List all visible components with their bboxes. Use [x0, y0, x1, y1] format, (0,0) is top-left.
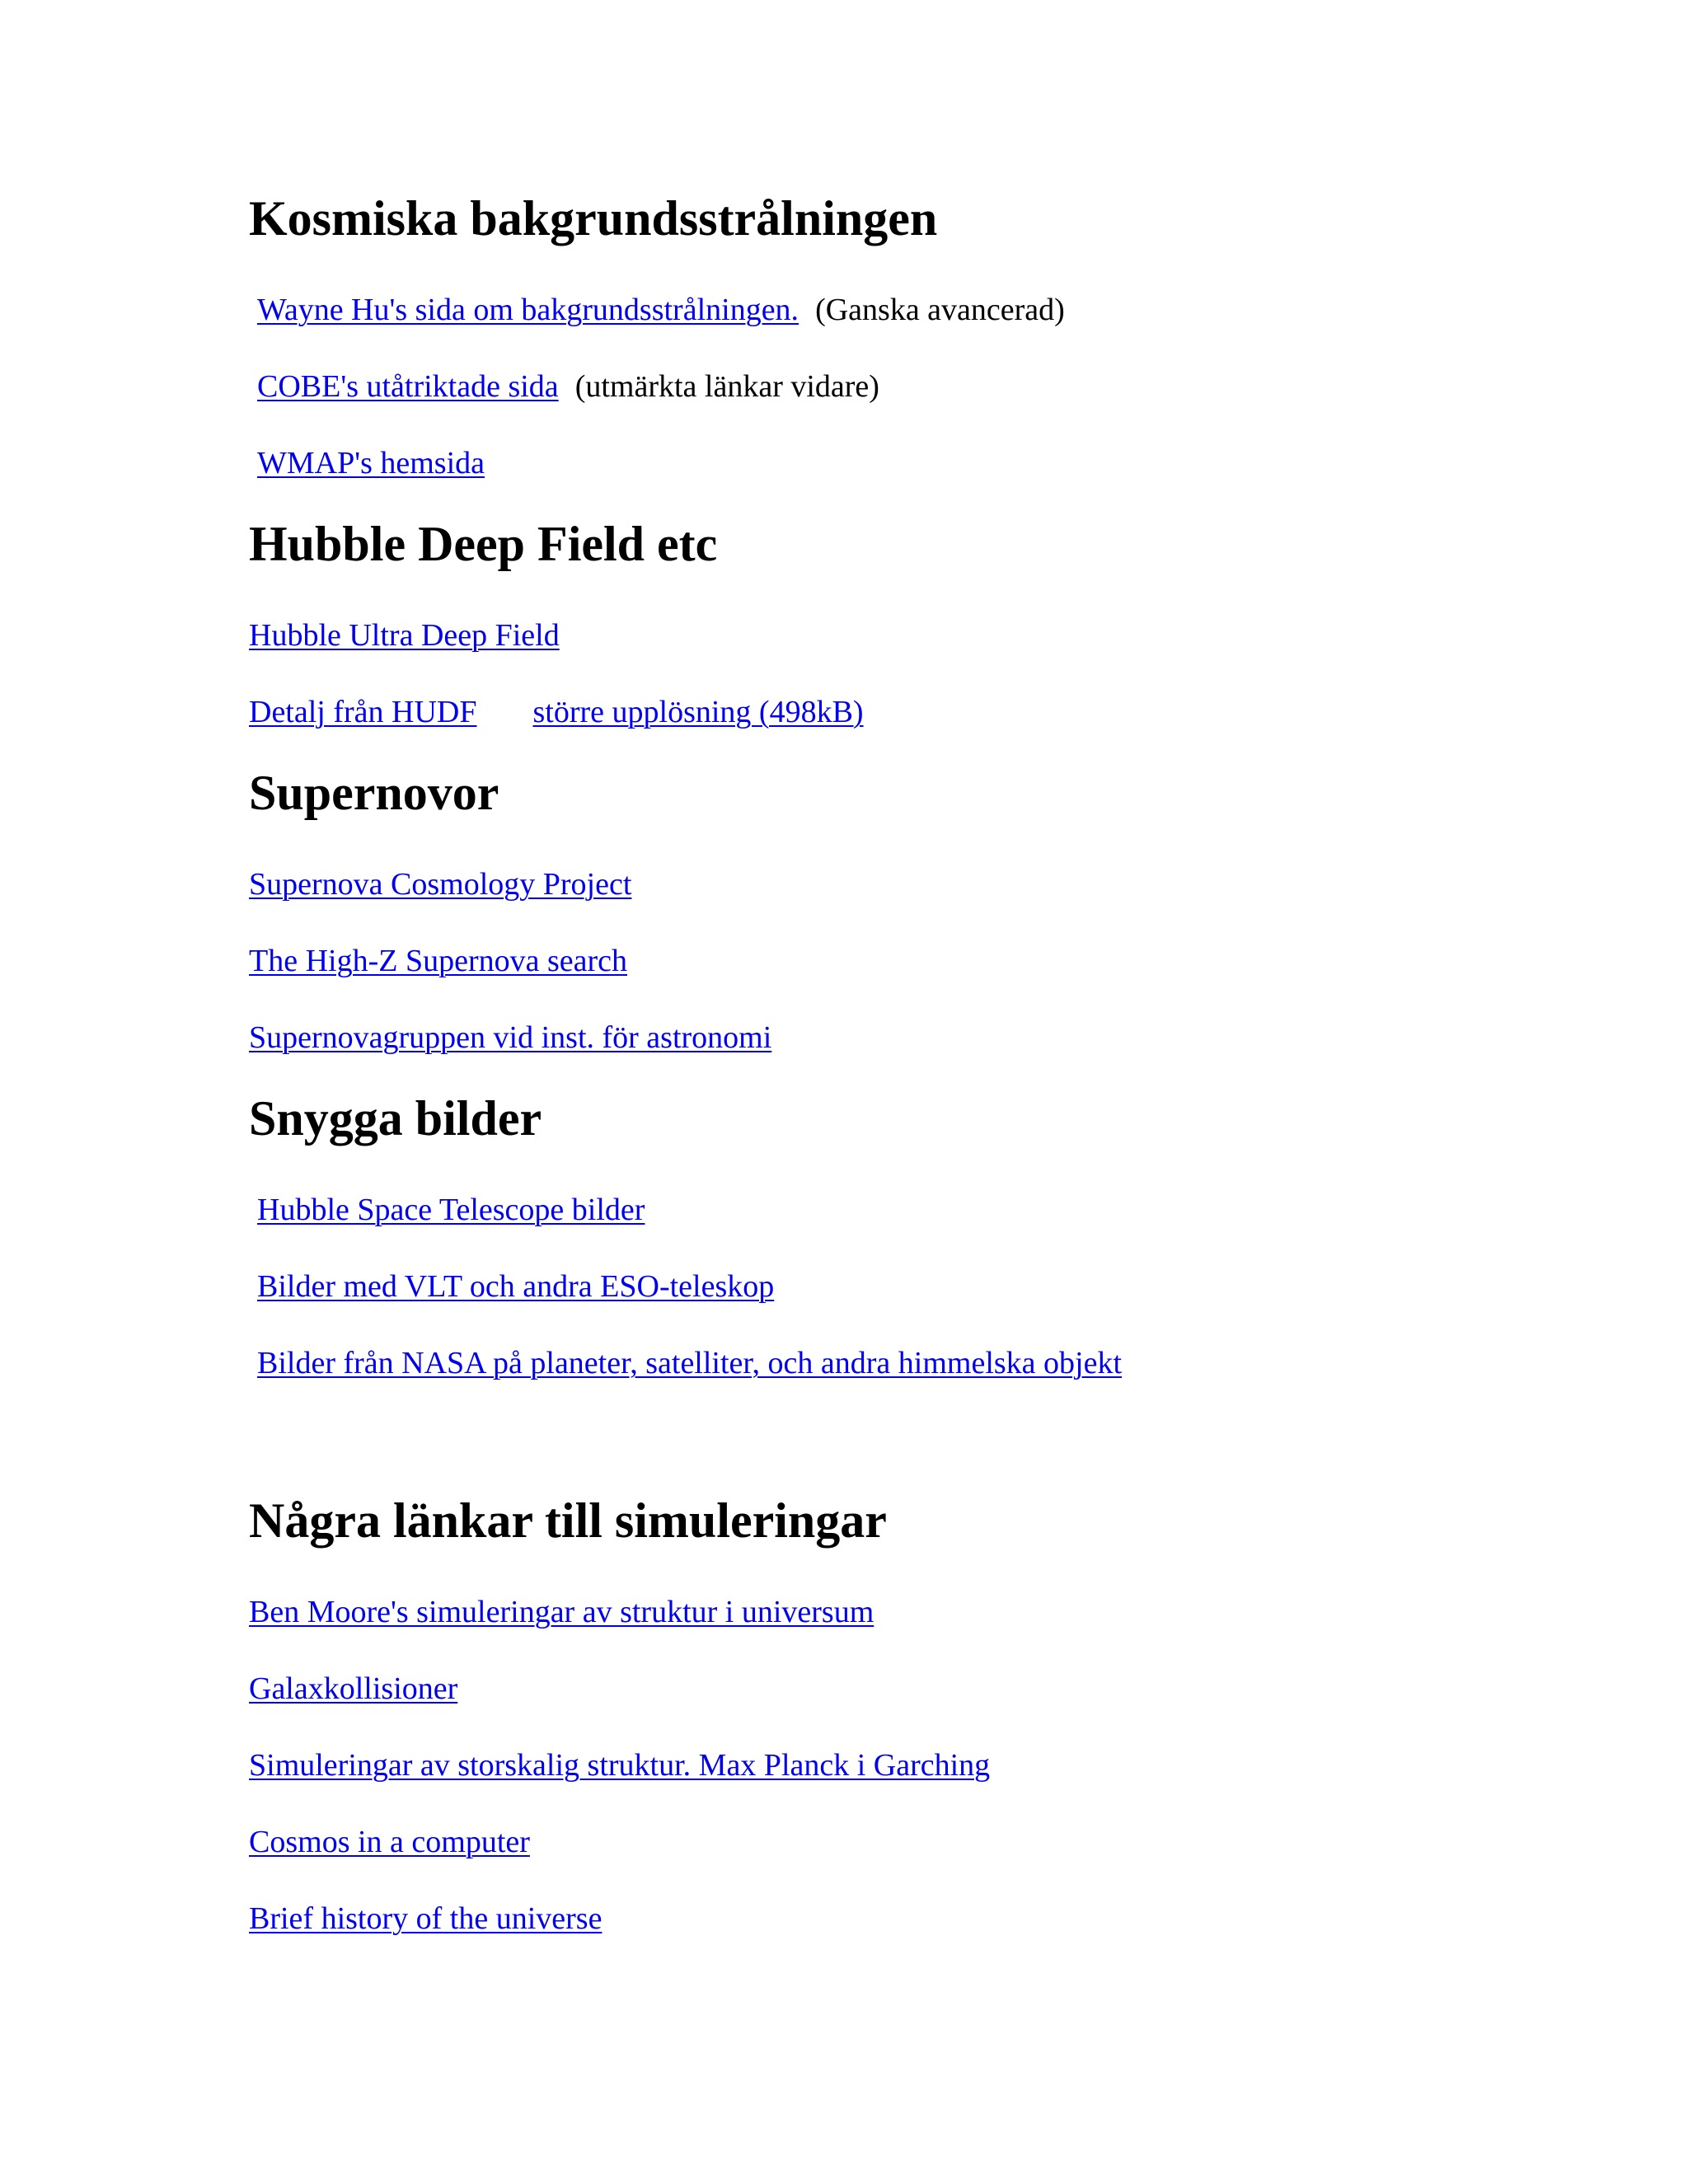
heading-hubble-deep-field: Hubble Deep Field etc [249, 517, 718, 571]
list-item [249, 1899, 602, 1938]
link-wmap[interactable]: WMAP's hemsida [257, 446, 485, 480]
note-text: (Ganska avancerad) [815, 293, 1065, 327]
heading-supernovor: Supernovor [249, 766, 499, 820]
list-item [249, 1669, 457, 1708]
link-supernovagruppen[interactable]: Supernovagruppen vid inst. för astronomi [249, 1020, 772, 1055]
list-item [249, 941, 627, 981]
list-item [249, 1746, 990, 1785]
list-item [249, 1822, 530, 1862]
link-cobe[interactable]: COBE's utåtriktade sida [257, 369, 559, 404]
list-item [249, 692, 864, 732]
link-cosmos-in-a-computer[interactable]: Cosmos in a computer [249, 1825, 530, 1859]
list-item [249, 865, 631, 904]
link-brief-history[interactable]: Brief history of the universe [249, 1901, 603, 1936]
link-supernova-cosmology-project[interactable]: Supernova Cosmology Project [249, 867, 632, 902]
list-item [249, 367, 879, 406]
link-high-z-supernova[interactable]: The High-Z Supernova search [249, 944, 628, 978]
link-ben-moore[interactable]: Ben Moore's simuleringar av struktur i universum [249, 1595, 874, 1629]
list-item [249, 1190, 645, 1230]
note-text: (utmärkta länkar vidare) [574, 369, 879, 404]
list-item [249, 443, 485, 483]
link-vlt-eso[interactable]: Bilder med VLT och andra ESO-teleskop [257, 1269, 775, 1304]
heading-simuleringar: Några länkar till simuleringar [249, 1493, 887, 1548]
list-item [249, 1018, 771, 1057]
link-max-planck[interactable]: Simuleringar av storskalig struktur. Max Planck i Garching [249, 1748, 991, 1783]
list-item [249, 1592, 874, 1632]
list-item [249, 616, 560, 655]
list-item [249, 1267, 774, 1306]
link-storre-upplosning[interactable]: större upplösning (498kB) [532, 695, 864, 729]
link-wayne-hu[interactable]: Wayne Hu's sida om bakgrundsstrålningen. [257, 293, 799, 327]
heading-kosmiska-bakgrundsstralningen: Kosmiska bakgrundsstrålningen [249, 191, 938, 246]
list-item [249, 1343, 1122, 1383]
link-hubble-space-telescope[interactable]: Hubble Space Telescope bilder [257, 1193, 645, 1227]
link-nasa-bilder[interactable]: Bilder från NASA på planeter, satelliter, och andra himmelska objekt [257, 1346, 1123, 1380]
heading-snygga-bilder: Snygga bilder [249, 1091, 542, 1146]
link-hubble-ultra-deep-field[interactable]: Hubble Ultra Deep Field [249, 618, 560, 653]
link-galaxkollisioner[interactable]: Galaxkollisioner [249, 1671, 458, 1706]
list-item [249, 290, 1065, 330]
link-detalj-hudf[interactable]: Detalj från HUDF [249, 695, 477, 729]
